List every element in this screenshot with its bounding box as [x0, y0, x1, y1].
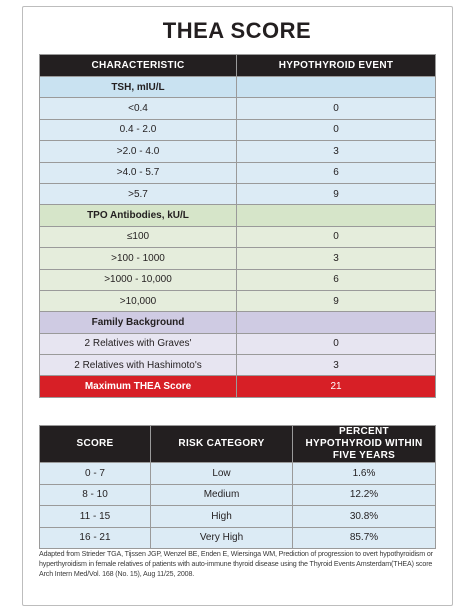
points-cell: 3 — [237, 248, 436, 269]
points-cell: 3 — [237, 141, 436, 162]
points-cell: 0 — [237, 226, 436, 247]
percent-cell: 12.2% — [293, 484, 436, 506]
table-row — [40, 98, 436, 119]
column-header-hypothyroid-event: HYPOTHYROID EVENT — [237, 55, 436, 77]
table-row — [40, 141, 436, 162]
range-cell: >100 - 1000 — [40, 248, 237, 269]
section-header-tsh — [40, 77, 436, 98]
risk-category-table — [39, 425, 436, 549]
table-row — [40, 119, 436, 140]
citation-footnote: Adapted from Strieder TGA, Tijssen JGP, Wenzel BE, Enden E, Wiersinga WM, Prediction of progression to overt hypothyroidism or hyperthyroidism in female relatives of patients with auto-immune thyroid disease using the Thyroid Events Amsterdam(THEA) score Arch Intern Med/Vol. 168 (No. 15), Aug 11/25, 2008. — [39, 550, 433, 579]
table-row — [40, 162, 436, 183]
range-cell: >10,000 — [40, 290, 237, 311]
table-row — [40, 183, 436, 204]
range-cell: 2 Relatives with Graves' — [40, 333, 237, 354]
range-cell: >1000 - 10,000 — [40, 269, 237, 290]
score-cell: 0 - 7 — [40, 463, 151, 485]
max-score-value: 21 — [237, 376, 436, 397]
risk-cell: High — [151, 506, 293, 528]
column-header-characteristic: CHARACTERISTIC — [40, 55, 237, 77]
page-title: THEA SCORE — [162, 18, 312, 43]
table-row — [40, 484, 436, 506]
percent-cell: 1.6% — [293, 463, 436, 485]
points-cell: 9 — [237, 183, 436, 204]
thea-score-table — [39, 54, 436, 398]
table-row — [40, 463, 436, 485]
score-cell: 16 - 21 — [40, 527, 151, 549]
points-cell: 9 — [237, 290, 436, 311]
section-label-blank — [237, 205, 436, 226]
table-row — [40, 506, 436, 528]
column-header-risk-category: RISK CATEGORY — [151, 426, 293, 463]
table-row — [40, 226, 436, 247]
thea-table-header-row — [40, 55, 436, 77]
section-label: TSH, mIU/L — [40, 77, 237, 98]
risk-cell: Medium — [151, 484, 293, 506]
range-cell: 0.4 - 2.0 — [40, 119, 237, 140]
section-label: Family Background — [40, 312, 237, 333]
range-cell: >4.0 - 5.7 — [40, 162, 237, 183]
max-score-row — [40, 376, 436, 397]
table-row — [40, 355, 436, 376]
points-cell: 0 — [237, 98, 436, 119]
risk-cell: Low — [151, 463, 293, 485]
column-header-percent-hypothyroid: PERCENT HYPOTHYROID WITHIN FIVE YEARS — [293, 426, 436, 463]
score-cell: 8 - 10 — [40, 484, 151, 506]
section-header-tpo — [40, 205, 436, 226]
column-header-score: SCORE — [40, 426, 151, 463]
risk-table-header-row — [40, 426, 436, 463]
table-row — [40, 269, 436, 290]
points-cell: 6 — [237, 269, 436, 290]
range-cell: >5.7 — [40, 183, 237, 204]
score-cell: 11 - 15 — [40, 506, 151, 528]
range-cell: >2.0 - 4.0 — [40, 141, 237, 162]
points-cell: 6 — [237, 162, 436, 183]
points-cell: 0 — [237, 333, 436, 354]
section-label-blank — [237, 77, 436, 98]
range-cell: 2 Relatives with Hashimoto's — [40, 355, 237, 376]
range-cell: <0.4 — [40, 98, 237, 119]
points-cell: 3 — [237, 355, 436, 376]
section-header-family — [40, 312, 436, 333]
risk-cell: Very High — [151, 527, 293, 549]
table-row — [40, 333, 436, 354]
table-row — [40, 248, 436, 269]
section-label-blank — [237, 312, 436, 333]
percent-cell: 85.7% — [293, 527, 436, 549]
max-score-label: Maximum THEA Score — [40, 376, 237, 397]
range-cell: ≤100 — [40, 226, 237, 247]
section-label: TPO Antibodies, kU/L — [40, 205, 237, 226]
table-row — [40, 290, 436, 311]
percent-cell: 30.8% — [293, 506, 436, 528]
table-row — [40, 527, 436, 549]
points-cell: 0 — [237, 119, 436, 140]
